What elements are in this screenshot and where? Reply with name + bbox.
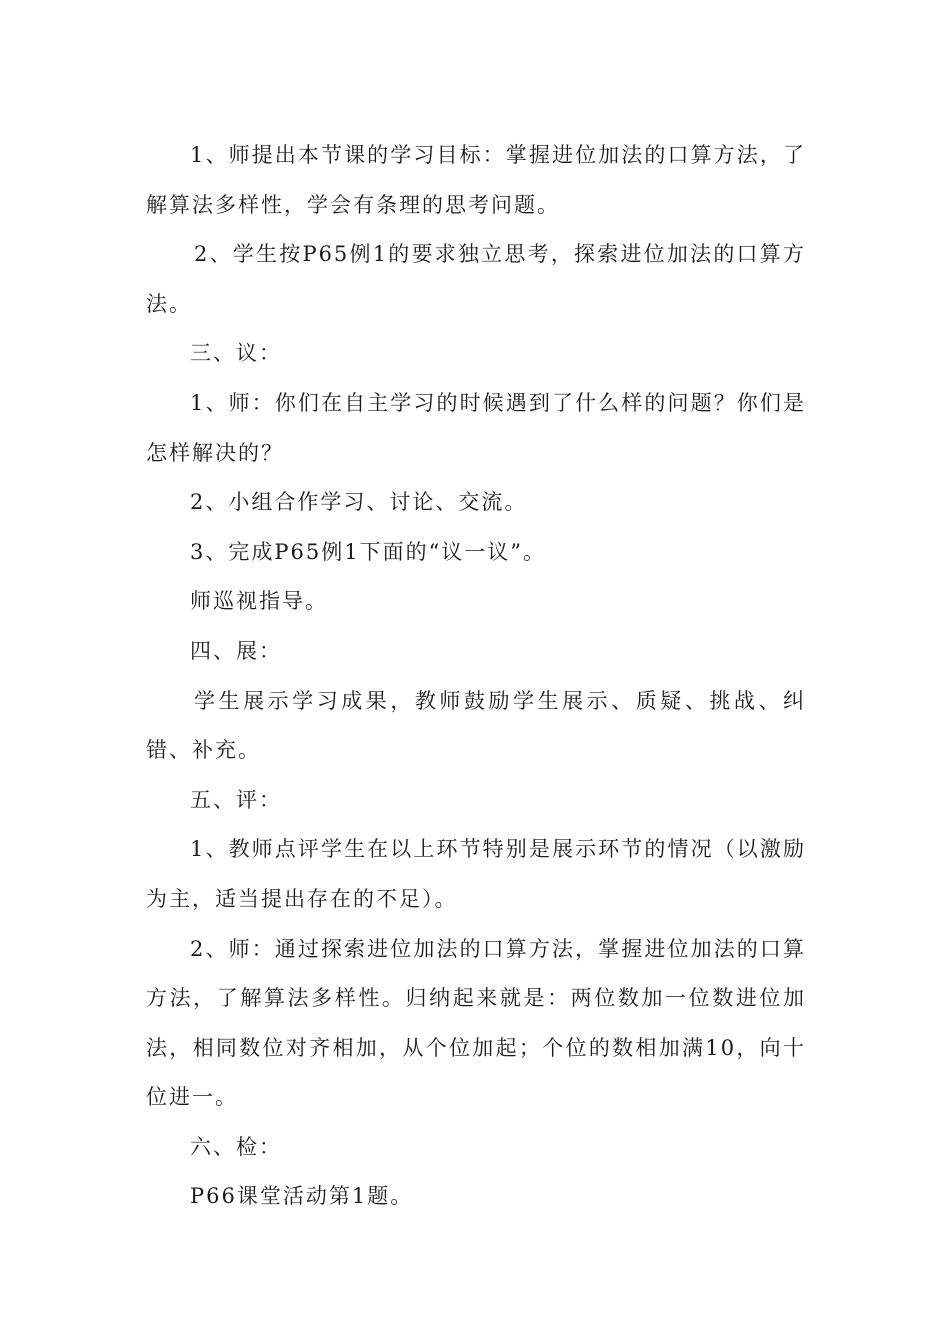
- paragraph-student-presentation: 学生展示学习成果，教师鼓励学生展示、质疑、挑战、纠错、补充。: [146, 688, 806, 763]
- paragraph-teacher-comment: 1、教师点评学生在以上环节特别是展示环节的情况（以激励为主，适当提出存在的不足）。: [146, 837, 806, 911]
- paragraph-summary: 2、师：通过探索进位加法的口算方法，掌握进位加法的口算方法，了解算法多样性。归纳起来就是：两位数加一位数进位加法，相同数位对齐相加，从个位加起；个位的数相加满10，向十位进一。: [146, 936, 806, 1110]
- paragraph-teacher-question: 1、师：你们在自主学习的时候遇到了什么样的问题？你们是怎样解决的？: [146, 390, 806, 465]
- paragraph-class-activity: P66课堂活动第1题。: [190, 1184, 414, 1209]
- paragraph-group-work: 2、小组合作学习、讨论、交流。: [190, 490, 528, 515]
- paragraph-learning-goal: 1、师提出本节课的学习目标：掌握进位加法的口算方法，了解算法多样性，学会有条理的思考问题。: [146, 143, 806, 217]
- section-heading-discuss: 三、议：: [190, 341, 282, 366]
- paragraph-teacher-guidance: 师巡视指导。: [190, 589, 328, 614]
- paragraph-independent-thinking: 2、学生按P65例1的要求独立思考，探索进位加法的口算方法。: [146, 242, 806, 316]
- paragraph-complete-example: 3、完成P65例1下面的“议一议”。: [190, 539, 547, 564]
- section-heading-evaluate: 五、评：: [190, 787, 282, 812]
- document-body: [146, 131, 806, 1222]
- section-heading-show: 四、展：: [190, 638, 282, 663]
- section-heading-check: 六、检：: [190, 1134, 282, 1159]
